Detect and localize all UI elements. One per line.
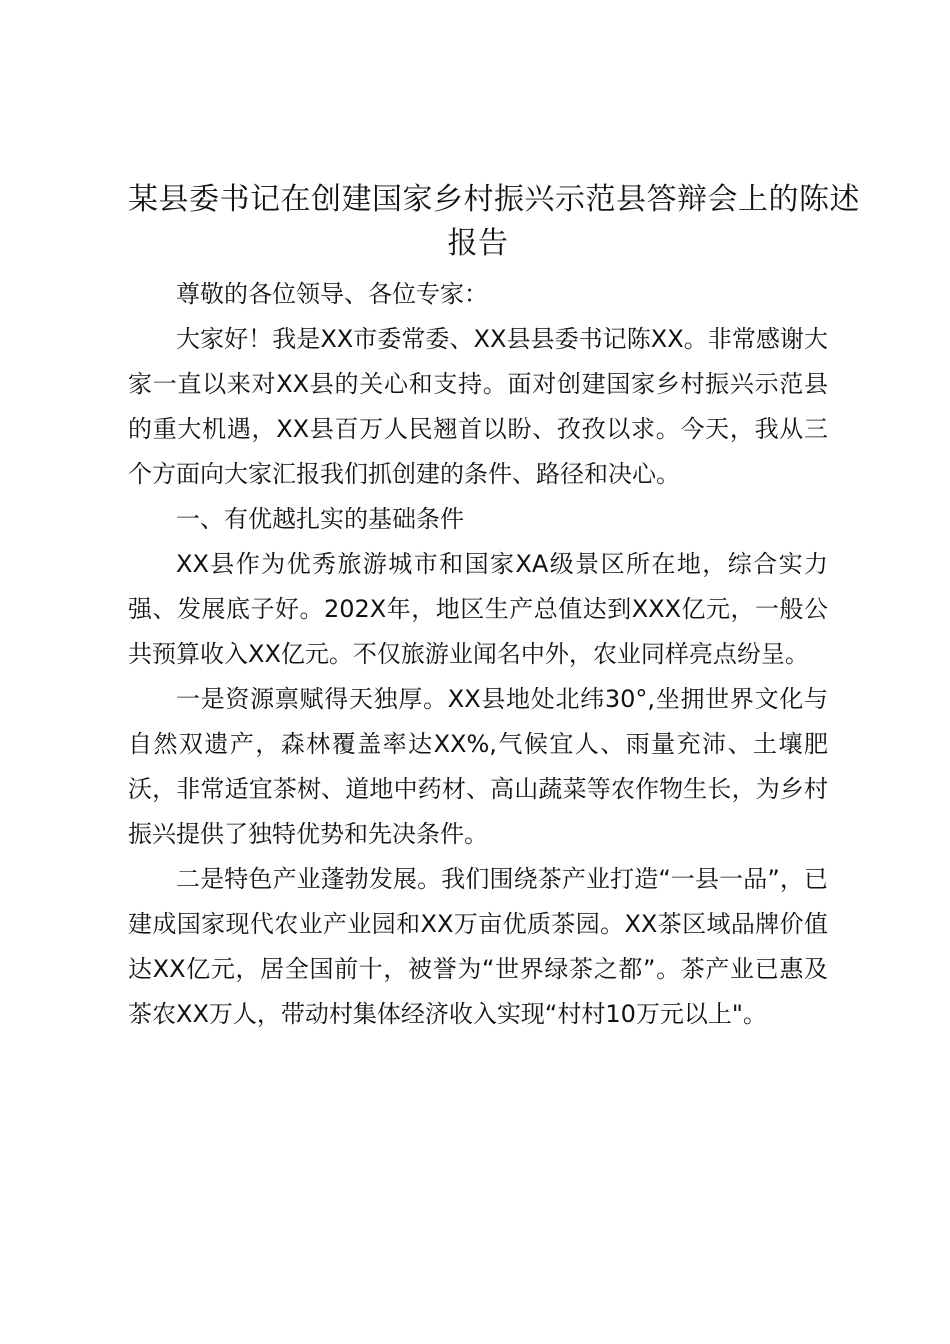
title-line-1: 某县委书记在创建国家乡村振兴示范县答辩会上的陈述 (128, 182, 860, 217)
title-line-2: 报告 (447, 226, 509, 261)
paragraph-overview: XX县作为优秀旅游城市和国家XA级景区所在地，综合实力强、发展底子好。202X年，地区生产总值达到XXX亿元，一般公共预算收入XX亿元。不仅旅游业闻名中外，农业同样亮点纷呈。 (128, 550, 828, 668)
paragraph-resources: 一是资源禀赋得天独厚。XX县地处北纬30°,坐拥世界文化与自然双遗产，森林覆盖率达XX%,气候宜人、雨量充沛、土壤肥沃，非常适宜茶树、道地中药材、高山蔬菜等农作物生长，为乡村振兴提供了独特优势和先决条件。 (128, 685, 828, 848)
document-title (128, 178, 860, 266)
paragraph-opening: 大家好！我是XX市委常委、XX县县委书记陈XX。非常感谢大家一直以来对XX县的关心和支持。面对创建国家乡村振兴示范县的重大机遇，XX县百万人民翘首以盼、孜孜以求。今天，我从三个方面向大家汇报我们抓创建的条件、路径和决心。 (128, 325, 828, 488)
document-body (128, 272, 828, 1037)
salutation: 尊敬的各位领导、各位专家： (176, 280, 488, 308)
document-content (128, 178, 860, 1037)
paragraph-industry: 二是特色产业蓬勃发展。我们围绕茶产业打造“一县一品”，已建成国家现代农业产业园和XX万亩优质茶园。XX茶区域品牌价值达XX亿元，居全国前十，被誉为“世界绿茶之都”。茶产业已惠及茶农XX万人，带动村集体经济收入实现“村村10万元以上"。 (128, 865, 828, 1028)
section-heading-1: 一、有优越扎实的基础条件 (176, 505, 464, 533)
